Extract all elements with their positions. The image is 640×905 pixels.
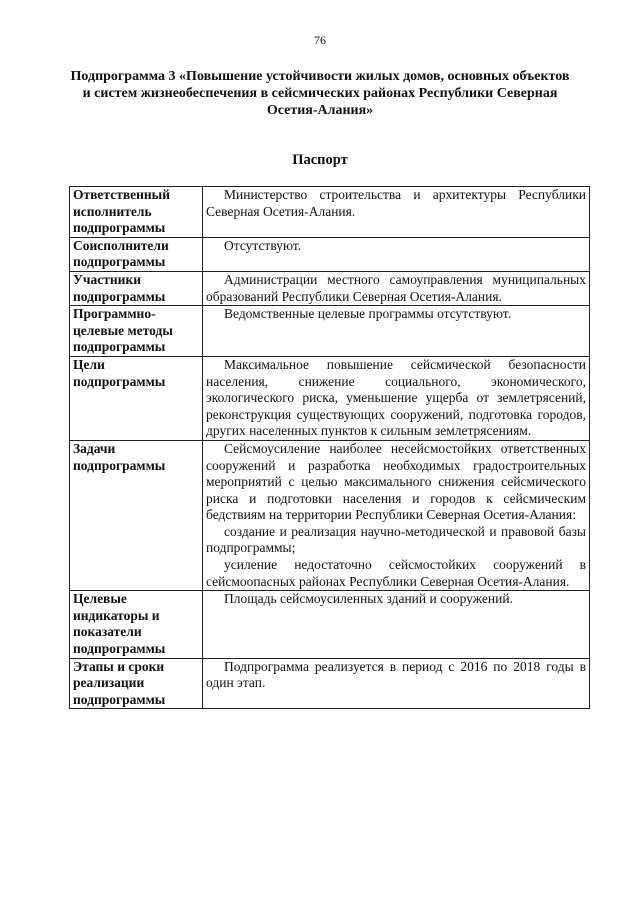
row-value (203, 237, 590, 271)
row-value (203, 306, 590, 357)
value-paragraph: Министерство строительства и архитектуры Республики Северная Осетия-Алания. (206, 187, 586, 219)
value-paragraph: Администрации местного самоуправления муниципальных образований Республики Северная Осетия-Алания. (206, 271, 586, 304)
passport-heading: Паспорт (292, 152, 348, 168)
table-row (70, 271, 590, 305)
table-row (70, 356, 590, 440)
value-paragraph: Максимальное повышение сейсмической безопасности населения, снижение социального, экономического, экологического риска, уменьшение ущерба от землетрясений, реконструкция существующих сооружений, подготовка городов, других населенных пунктов к сильным землетрясениям. (206, 356, 586, 439)
row-label: Ответственный исполнитель подпрограммы (70, 187, 203, 238)
value-paragraph: Ведомственные целевые программы отсутствуют. (224, 306, 512, 322)
table-row (70, 187, 590, 238)
row-label: Программно-целевые методы подпрограммы (70, 306, 203, 357)
table-row (70, 591, 590, 658)
value-paragraph: создание и реализация научно-методической и правовой базы подпрограммы; (206, 523, 586, 556)
value-paragraph: Площадь сейсмоусиленных зданий и сооружений. (224, 591, 513, 607)
row-label: Этапы и сроки реализации подпрограммы (70, 658, 203, 709)
row-label: Задачи подпрограммы (70, 440, 203, 590)
row-label: Соисполнители подпрограммы (70, 237, 203, 271)
passport-table (69, 186, 590, 709)
row-label: Участники подпрограммы (70, 271, 203, 305)
row-value (203, 271, 590, 305)
row-label: Цели подпрограммы (70, 356, 203, 440)
value-paragraph: усиление недостаточно сейсмостойких сооружений в сейсмоопасных районах Республики Северная Осетия-Алания. (206, 557, 586, 589)
value-paragraph: Подпрограмма реализуется в период с 2016 по 2018 годы в один этап. (206, 658, 586, 691)
subprogram-title: Подпрограмма 3 «Повышение устойчивости жилых домов, основных объектов и систем жизнеобеспечения в сейсмических районах Республики Северная Осетия-Алания» (70, 69, 570, 118)
row-value (203, 440, 590, 590)
table-row (70, 440, 590, 590)
table-row (70, 237, 590, 271)
row-value (203, 356, 590, 440)
table-row (70, 658, 590, 709)
value-paragraph: Отсутствуют. (224, 237, 302, 253)
value-paragraph: Сейсмоусиление наиболее несейсмостойких ответственных сооружений и разработка необходимых градостроительных мероприятий с целью максимального снижения сейсмического риска и подготовки населения и городов к сейсмическим бедствиям на территории Республики Северная Осетия-Алания: (206, 440, 586, 523)
row-label: Целевые индикаторы и показатели подпрограммы (70, 591, 203, 658)
table-row (70, 306, 590, 357)
row-value (203, 187, 590, 238)
page-number: 76 (314, 33, 326, 47)
row-value (203, 658, 590, 709)
row-value (203, 591, 590, 658)
